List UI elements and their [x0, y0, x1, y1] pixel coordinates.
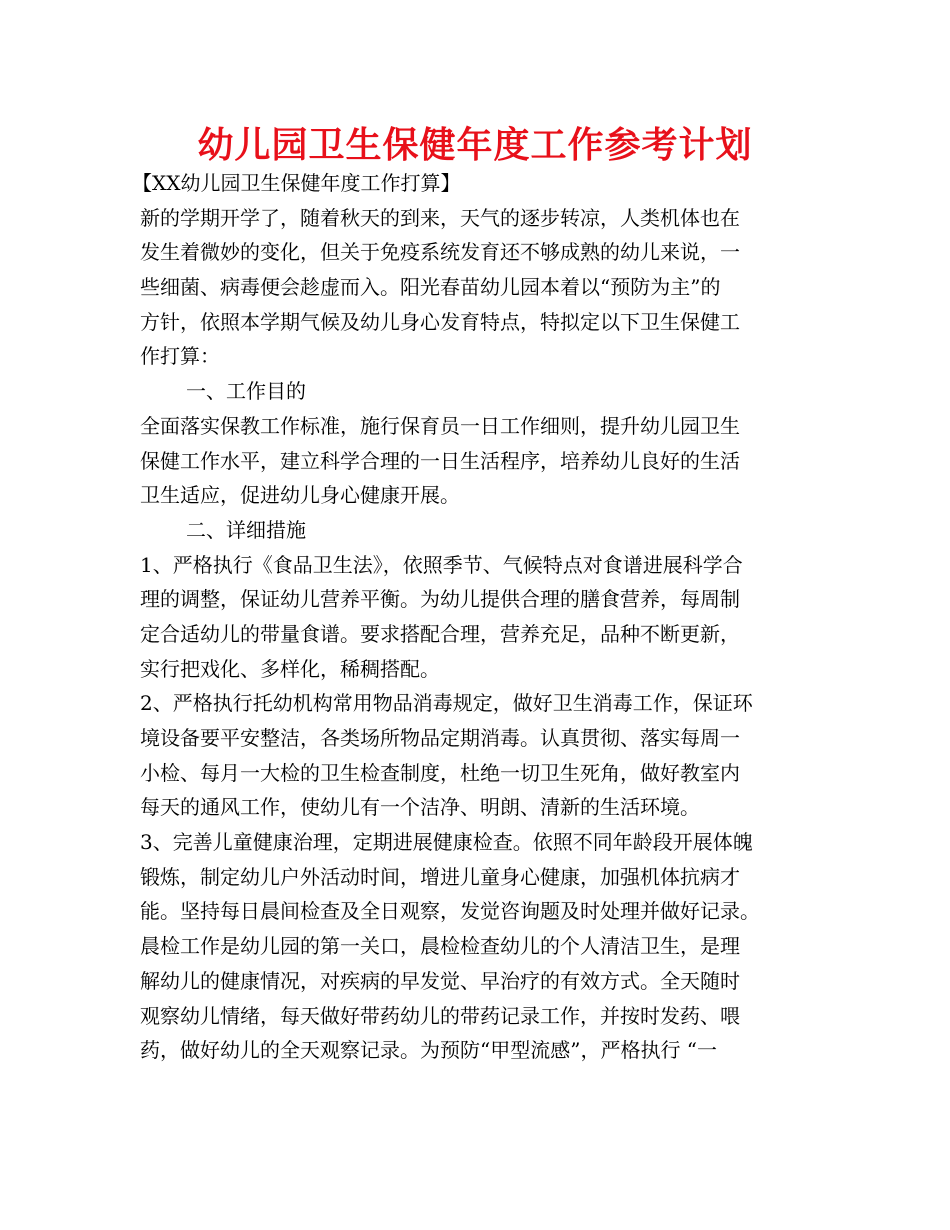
body-text-line: 全面落实保教工作标准，施行保育员一日工作细则，提升幼儿园卫生	[140, 413, 740, 438]
body-text-line: 晨检工作是幼儿园的第一关口，晨检检查幼儿的个人清洁卫生，是理	[140, 934, 740, 959]
document-body	[132, 166, 820, 1068]
document-subtitle: 【XX幼儿园卫生保健年度工作打算】	[132, 171, 461, 195]
body-text-line: 3、完善儿童健康治理，定期进展健康检查。依照不同年龄段开展体魄	[140, 830, 753, 855]
body-text-line: 1、严格执行《食品卫生法》，依照季节、气候特点对食谱进展科学合	[140, 552, 743, 577]
body-text-line: 些细菌、病毒便会趁虚而入。阳光春苗幼儿园本着以“预防为主”的	[140, 275, 721, 300]
body-text-line: 新的学期开学了，随着秋天的到来，天气的逐步转凉，人类机体也在	[140, 205, 740, 230]
document-title: 幼儿园卫生保健年度工作参考计划	[197, 125, 753, 166]
section-heading: 二、详细措施	[186, 517, 306, 542]
body-text-line: 作打算：	[140, 344, 220, 369]
body-text-line: 境设备要平安整洁，各类场所物品定期消毒。认真贯彻、落实每周一	[140, 726, 740, 750]
body-text-line: 解幼儿的健康情况，对疾病的早发觉、早治疗的有效方式。全天随时	[140, 968, 740, 993]
body-text-line: 锻炼，制定幼儿户外活动时间，增进儿童身心健康，加强机体抗病才	[140, 864, 740, 889]
body-text-line: 2、严格执行托幼机构常用物品消毒规定，做好卫生消毒工作，保证环	[140, 691, 753, 716]
body-text-line: 药，做好幼儿的全天观察记录。为预防“甲型流感”，严格执行 “一	[140, 1038, 718, 1063]
body-text-line: 每天的通风工作，使幼儿有一个洁净、明朗、清新的生活环境。	[140, 795, 700, 820]
body-text-line: 能。坚持每日晨间检查及全日观察，发觉咨询题及时处理并做好记录。	[140, 899, 760, 924]
body-text-line: 保健工作水平，建立科学合理的一日生活程序，培养幼儿良好的生活	[140, 448, 740, 473]
body-text-line: 定合适幼儿的带量食谱。要求搭配合理，营养充足，品种不断更新，	[140, 621, 740, 646]
body-text-line: 小检、每月一大检的卫生检查制度，杜绝一切卫生死角，做好教室内	[140, 760, 740, 785]
section-heading: 一、工作目的	[186, 379, 306, 404]
body-text-line: 方针，依照本学期气候及幼儿身心发育特点，特拟定以下卫生保健工	[140, 309, 740, 334]
body-text-line: 卫生适应，促进幼儿身心健康开展。	[140, 483, 460, 508]
body-text-line: 理的调整，保证幼儿营养平衡。为幼儿提供合理的膳食营养，每周制	[140, 587, 740, 612]
body-text-line: 实行把戏化、多样化，稀稠搭配。	[140, 656, 440, 681]
body-text-line: 观察幼儿情绪，每天做好带药幼儿的带药记录工作，并按时发药、喂	[140, 1003, 740, 1028]
body-text-line: 发生着微妙的变化，但关于免疫系统发育还不够成熟的幼儿来说，一	[140, 240, 740, 265]
